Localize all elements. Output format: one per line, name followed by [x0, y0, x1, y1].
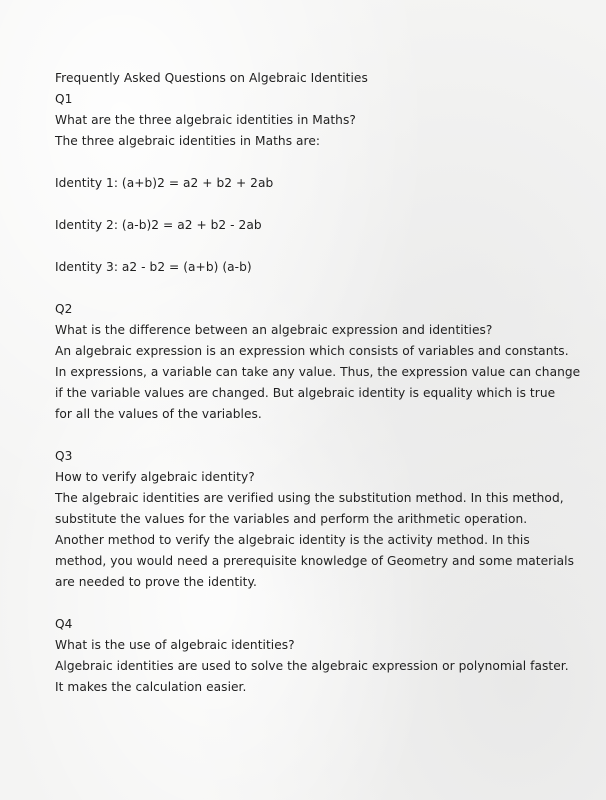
identity-formula: Identity 2: (a-b)2 = a2 + b2 - 2ab [55, 218, 262, 232]
faq-item-q2 [55, 299, 581, 425]
identity-formula: Identity 3: a2 - b2 = (a+b) (a-b) [55, 260, 252, 274]
question-text: How to verify algebraic identity? [55, 470, 255, 484]
identity-formula: Identity 1: (a+b)2 = a2 + b2 + 2ab [55, 176, 274, 190]
spacer [55, 278, 575, 299]
answer-line: Another method to verify the algebraic identity is the activity method. In this [55, 533, 530, 547]
faq-item-q3 [55, 446, 575, 593]
answer-line: Algebraic identities are used to solve the algebraic expression or polynomial faster. [55, 659, 569, 673]
spacer [55, 593, 575, 614]
spacer [55, 236, 575, 257]
faq-document [55, 68, 581, 698]
answer-line: The algebraic identities are verified using the substitution method. In this method, [55, 491, 564, 505]
faq-item-q4 [55, 614, 575, 698]
answer-line: method, you would need a prerequisite knowledge of Geometry and some materials [55, 554, 575, 568]
answer-line: for all the values of the variables. [55, 407, 262, 421]
answer-line: are needed to prove the identity. [55, 575, 257, 589]
question-number: Q2 [55, 302, 73, 316]
question-text: What are the three algebraic identities in Maths? [55, 113, 356, 127]
answer-line: It makes the calculation easier. [55, 680, 247, 694]
question-number: Q4 [55, 617, 73, 631]
spacer [55, 425, 575, 446]
document-heading: Frequently Asked Questions on Algebraic Identities [55, 71, 368, 85]
answer-line: substitute the values for the variables and perform the arithmetic operation. [55, 512, 528, 526]
answer-line: if the variable values are changed. But algebraic identity is equality which is true [55, 386, 556, 400]
question-number: Q3 [55, 449, 73, 463]
answer-intro: The three algebraic identities in Maths are: [55, 134, 321, 148]
question-text: What is the difference between an algebraic expression and identities? [55, 323, 493, 337]
question-number: Q1 [55, 92, 73, 106]
answer-line: In expressions, a variable can take any value. Thus, the expression value can change [55, 365, 581, 379]
answer-line: An algebraic expression is an expression which consists of variables and constants. [55, 344, 569, 358]
spacer [55, 194, 575, 215]
faq-item-q1 [55, 89, 575, 278]
question-text: What is the use of algebraic identities? [55, 638, 295, 652]
spacer [55, 152, 575, 173]
